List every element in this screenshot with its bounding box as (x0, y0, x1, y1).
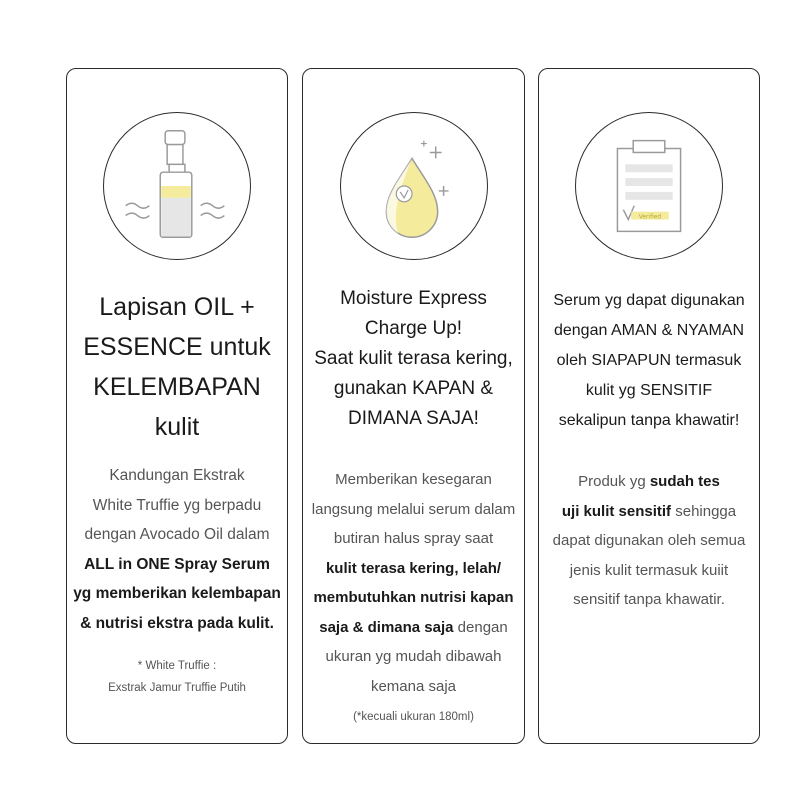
title-line: KELEMBAPAN (93, 373, 261, 401)
feature-card-oil-essence (66, 68, 288, 744)
note-line: Exstrak Jamur Truffie Putih (108, 682, 246, 694)
desc-line: Kandungan Ekstrak (109, 467, 245, 484)
card-description (303, 465, 524, 701)
desc-rest-part: dengan (453, 618, 508, 636)
card-title (539, 286, 759, 436)
title-line: sekalipun tanpa khawatir! (558, 412, 740, 429)
desc-line: jenis kulit termasuk kuiit (569, 561, 729, 579)
desc-rest-part: sehingga (671, 502, 737, 520)
desc-line: Memberikan kesegaran (335, 471, 492, 488)
desc-line-mixed (539, 467, 759, 497)
feature-card-sensitive-skin (538, 68, 760, 744)
title-line: Moisture Express (340, 288, 487, 309)
desc-bold-part: saja & dimana saja (319, 618, 454, 636)
footnote (303, 706, 524, 728)
desc-bold-part: uji kulit sensitif (561, 502, 672, 520)
desc-plain-part: Produk yg (578, 473, 650, 490)
desc-line-mixed (539, 497, 759, 527)
note-line: * White Truffie : (137, 660, 217, 672)
card-description (539, 467, 759, 615)
title-line: Saat kulit terasa kering, (314, 348, 513, 369)
desc-line: dapat digunakan oleh semua (552, 532, 746, 549)
desc-line-bold: yg memberikan kelembapan (73, 585, 281, 602)
note-line: (*kecuali ukuran 180ml) (353, 711, 474, 723)
desc-bold-part: sudah tes (649, 473, 720, 490)
oil-drop-icon (340, 112, 488, 260)
card-description (67, 461, 287, 638)
clipboard-icon (575, 112, 723, 260)
title-line: gunakan KAPAN & (333, 378, 494, 399)
footnote (67, 655, 287, 699)
title-line: kulit (154, 413, 200, 441)
spray-bottle-icon (103, 112, 251, 260)
desc-line-mixed (303, 613, 524, 643)
desc-line: White Truffie yg berpadu (92, 496, 262, 514)
desc-line: butiran halus spray saat (333, 530, 494, 547)
title-line: dengan AMAN & NYAMAN (553, 322, 744, 339)
clipboard-label: Verified (638, 214, 662, 221)
title-line: kulit yg SENSITIF (585, 382, 713, 399)
desc-line: kemana saja (370, 677, 457, 695)
desc-line: sensitif tanpa khawatir. (573, 591, 725, 608)
feature-card-moisture-express (302, 68, 525, 744)
title-line: Charge Up! (364, 318, 463, 339)
title-line: Serum yg dapat digunakan (553, 292, 745, 309)
desc-line-bold: membutuhkan nutrisi kapan (313, 589, 514, 606)
title-line: oleh SIAPAPUN termasuk (556, 352, 742, 369)
title-line: ESSENCE untuk (83, 333, 271, 361)
desc-line-bold: & nutrisi ekstra pada kulit. (80, 614, 274, 632)
card-title (67, 287, 287, 447)
title-line: Lapisan OIL + (99, 293, 255, 321)
desc-line-bold: kulit terasa kering, lelah/ (325, 559, 502, 577)
card-title (303, 284, 524, 434)
title-line: DIMANA SAJA! (348, 408, 479, 429)
desc-line-bold: ALL in ONE Spray Serum (84, 555, 270, 573)
desc-line: ukuran yg mudah dibawah (325, 648, 502, 665)
desc-line: dengan Avocado Oil dalam (84, 526, 270, 543)
desc-line: langsung melalui serum dalam (311, 500, 516, 518)
